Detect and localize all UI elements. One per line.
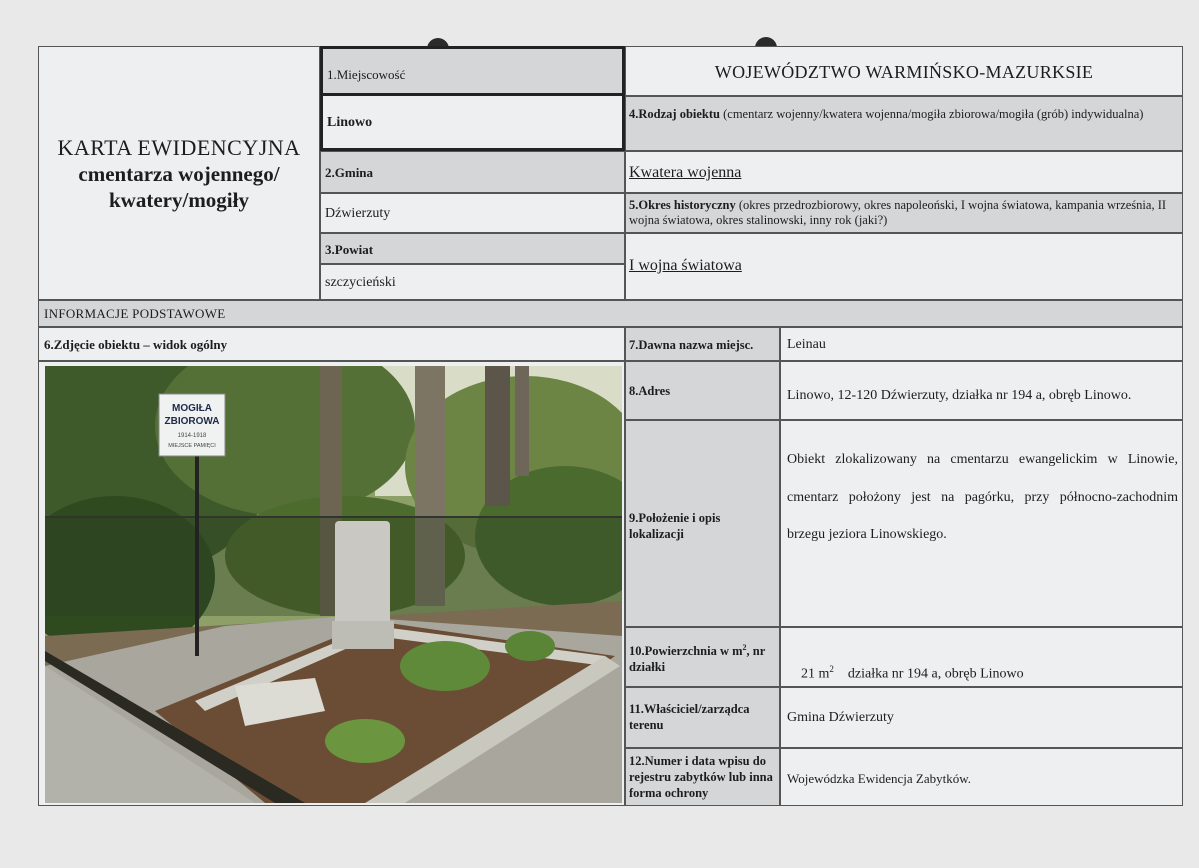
dawna-value: Leinau [787, 337, 826, 352]
photo-label: 6.Zdjęcie obiektu – widok ogólny [44, 337, 228, 352]
rodzaj-value: Kwatera wojenna [629, 164, 742, 181]
card-title-line1: KARTA EWIDENCYJNA [57, 135, 301, 160]
okres-label-text [629, 198, 1178, 228]
photo-frame [38, 361, 625, 806]
card-title-line2: cmentarza wojennego/ [78, 162, 280, 186]
okres-value: I wojna światowa [629, 257, 742, 274]
powierzchnia-value-b: działka nr 194 a, obręb Linowo [833, 666, 1024, 682]
numer-label-cell [625, 748, 780, 806]
okres-label: 5.Okres historyczny [629, 198, 736, 212]
okres-label-cell [625, 193, 1183, 233]
rodzaj-label-cell [625, 96, 1183, 151]
sign-line1: MOGIŁA [172, 403, 212, 414]
rodzaj-hint: (cmentarz wojenny/kwatera wojenna/mogiła zbiorowa/mogiła (grób) indywidualna) [719, 107, 1144, 121]
adres-value-cell [780, 361, 1183, 420]
powiat-label-cell [320, 233, 625, 264]
adres-label: 8.Adres [629, 384, 671, 398]
dawna-label: 7.Dawna nazwa miejsc. [629, 338, 754, 352]
powiat-value: szczycieński [325, 275, 396, 290]
powierzchnia-label-cell [625, 627, 780, 687]
okres-hint: (okres przedrozbiorowy, okres napoleoński, I wojna światowa, kampania września, II wojna światowa, okres stalinowski, inny rok (jaki?) [629, 198, 1167, 227]
object-photo [45, 366, 622, 803]
miejscowosc-value-cell [320, 96, 625, 151]
card-title-block [38, 46, 320, 300]
card-title-line3: kwatery/mogiły [109, 188, 249, 212]
polozenie-label-cell [625, 420, 780, 627]
polozenie-value: Obiekt zlokalizowany na cmentarzu ewangelickim w Linowie, cmentarz położony jest na pagórku, przy północno-zachodnim brzegu jeziora Linowskiego. [787, 452, 1178, 542]
powiat-label: 3.Powiat [325, 242, 374, 257]
miejscowosc-value: Linowo [327, 115, 373, 130]
powiat-value-cell [320, 264, 625, 300]
polozenie-label: 9.Położenie i opis lokalizacji [629, 511, 721, 541]
powierzchnia-label-sup: 2 [742, 643, 747, 652]
rodzaj-label: 4.Rodzaj obiektu [629, 107, 720, 121]
powierzchnia-label-b: , nr działki [629, 644, 766, 675]
powierzchnia-value-cell [780, 627, 1183, 687]
wlasciciel-label: 11.Właściciel/zarządca terenu [629, 702, 750, 732]
dawna-value-cell [780, 327, 1183, 361]
gmina-label-cell [320, 151, 625, 193]
photo-label-cell [38, 327, 625, 361]
section-header [38, 300, 1183, 327]
wlasciciel-label-cell [625, 687, 780, 748]
rodzaj-value-cell [625, 151, 1183, 193]
wojewodztwo-cell [625, 46, 1183, 96]
gmina-value-cell [320, 193, 625, 233]
powierzchnia-label-a: 10.Powierzchnia w m [629, 644, 743, 659]
wlasciciel-value-cell [780, 687, 1183, 748]
numer-label: 12.Numer i data wpisu do rejestru zabytków lub inna forma ochrony [629, 754, 773, 800]
polozenie-value-cell [780, 420, 1183, 627]
sign-line2: ZBIOROWA [164, 416, 220, 427]
sign-line3: 1914-1918 [177, 433, 207, 439]
miejscowosc-label-cell [320, 46, 625, 96]
okres-value-cell [625, 233, 1183, 300]
wojewodztwo-title: WOJEWÓDZTWO WARMIŃSKO-MAZURKSIE [714, 62, 1094, 82]
dawna-label-cell [625, 327, 780, 361]
gmina-label: 2.Gmina [325, 165, 374, 180]
miejscowosc-label: 1.Miejscowość [327, 67, 406, 82]
powierzchnia-value-a: 21 m [801, 666, 830, 682]
section-header-label: INFORMACJE PODSTAWOWE [44, 306, 226, 321]
wlasciciel-value: Gmina Dźwierzuty [787, 710, 894, 725]
powierzchnia-value-sup: 2 [829, 664, 834, 674]
rodzaj-label-text [629, 107, 1176, 122]
numer-value: Wojewódzka Ewidencja Zabytków. [787, 771, 972, 786]
sign-line4: MIEJSCE PAMIĘCI [168, 443, 216, 449]
adres-value: Linowo, 12-120 Dźwierzuty, działka nr 194 a, obręb Linowo. [787, 388, 1132, 403]
card-title [39, 135, 319, 213]
powierzchnia-label [629, 640, 775, 675]
gmina-value: Dźwierzuty [325, 206, 391, 221]
adres-label-cell [625, 361, 780, 420]
numer-value-cell [780, 748, 1183, 806]
